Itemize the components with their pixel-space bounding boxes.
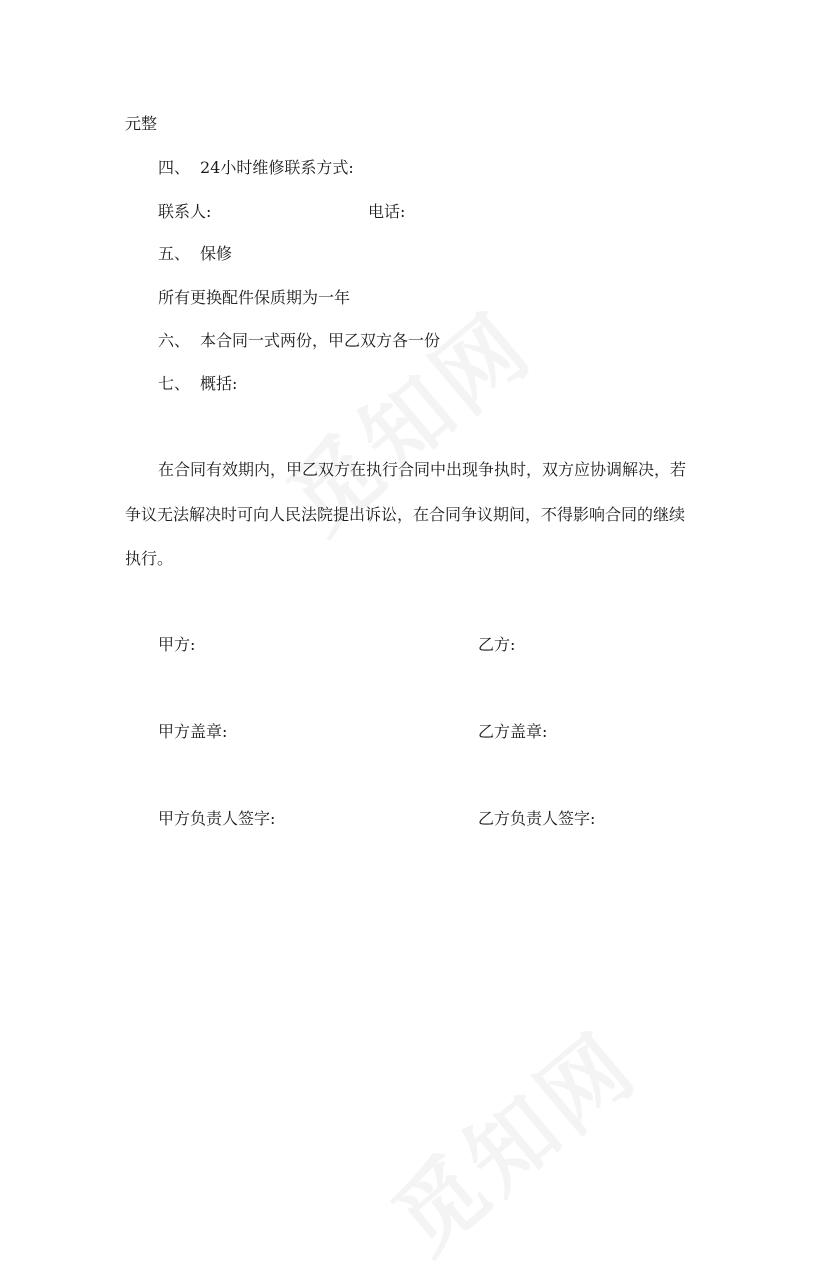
contact-person-label: 联系人: <box>158 202 212 221</box>
warranty-text: 所有更换配件保质期为一年 <box>158 288 351 307</box>
party-b-signer-label: 乙方负责人签字: <box>478 809 596 828</box>
section-seven-number: 七、 <box>158 374 191 393</box>
summary-line: 执行。 <box>125 549 174 568</box>
party-a-label: 甲方: <box>158 635 196 654</box>
section-seven-title: 概括: <box>200 374 238 393</box>
section-five-number: 五、 <box>158 244 191 263</box>
section-six-number: 六、 <box>158 331 191 350</box>
watermark-bottom <box>362 999 659 1277</box>
party-a-seal-label: 甲方盖章: <box>158 722 228 741</box>
party-b-label: 乙方: <box>478 635 516 654</box>
summary-line: 在合同有效期内，甲乙双方在执行合同中出现争执时，双方应协调解决，若 <box>158 460 687 479</box>
tail-amount-text: 元整 <box>125 114 158 133</box>
section-four-number: 四、 <box>158 158 191 177</box>
section-five-title: 保修 <box>200 244 233 263</box>
summary-line: 争议无法解决时可向人民法院提出诉讼，在合同争议期间，不得影响合同的继续 <box>125 505 686 524</box>
party-b-seal-label: 乙方盖章: <box>478 722 548 741</box>
party-a-signer-label: 甲方负责人签字: <box>158 809 276 828</box>
section-six-title: 本合同一式两份，甲乙双方各一份 <box>200 331 441 350</box>
contact-phone-label: 电话: <box>368 202 406 221</box>
section-four-title: 24小时维修联系方式: <box>200 158 354 177</box>
